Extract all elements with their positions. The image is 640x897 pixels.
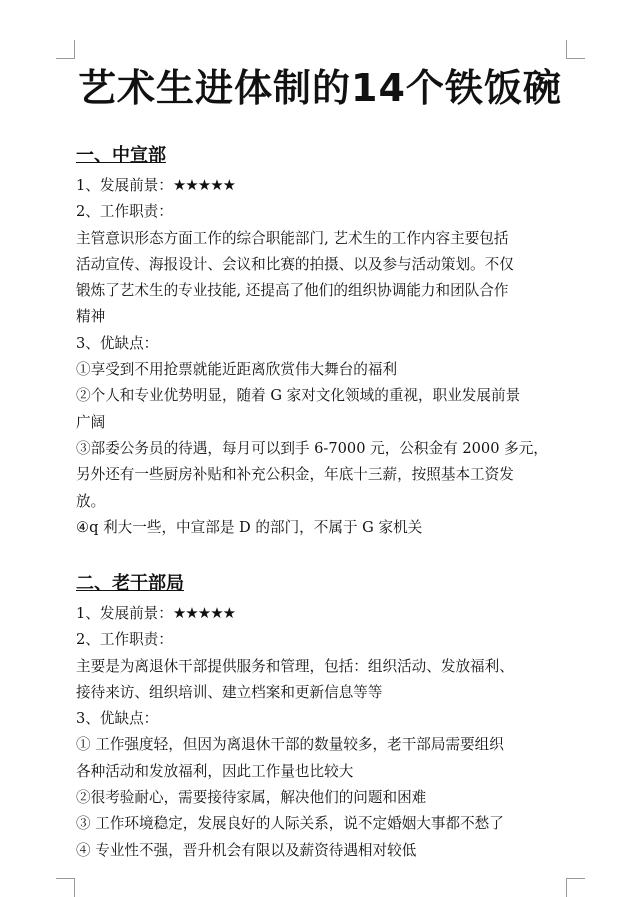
prospect-label: 1、发展前景： (76, 605, 173, 622)
duties-text-line: 接待来访、组织培训、建立档案和更新信息等等 (76, 683, 383, 701)
pros-cons-line: 各种活动和发放福利，因此工作量也比较大 (76, 762, 354, 780)
section-zhongxuanbu (76, 142, 576, 541)
section-heading: 二、老干部局 (76, 573, 184, 594)
prospect-stars-rating: ★★★★★ (172, 604, 236, 622)
pros-cons-line: ②很考验耐心，需要接待家属，解决他们的问题和困难 (76, 789, 427, 807)
prospect-line (76, 172, 576, 199)
pros-cons-line: 放。 (76, 492, 106, 510)
pros-cons-line: 另外还有一些厨房补贴和补充公积金，年底十三薪，按照基本工资发 (76, 466, 514, 484)
duties-text-line: 主管意识形态方面工作的综合职能部门, 艺术生的工作内容主要包括 (76, 229, 509, 247)
page-corner-mark-top-left (56, 40, 75, 59)
duties-label: 2、工作职责： (76, 631, 173, 649)
pros-cons-line: ④q 利大一些，中宣部是 D 的部门，不属于 G 家机关 (76, 518, 423, 536)
pros-cons-line: ③部委公务员的待遇，每月可以到手 6-7000 元，公积金有 2000 多元， (76, 439, 548, 457)
duties-text-line: 主要是为离退休干部提供服务和管理，包括：组织活动、发放福利、 (76, 657, 514, 675)
pros-cons-line: ④ 专业性不强，晋升机会有限以及薪资待遇相对较低 (76, 841, 417, 859)
pros-cons-line: ①享受到不用抢票就能近距离欣赏伟大舞台的福利 (76, 361, 398, 379)
pros-cons-line: ① 工作强度轻，但因为离退休干部的数量较多，老干部局需要组织 (76, 736, 504, 754)
duties-label: 2、工作职责： (76, 203, 173, 221)
duties-text-line: 活动宣传、海报设计、会议和比赛的拍摄、以及参与活动策划。不仅 (76, 255, 514, 273)
section-heading: 一、中宣部 (76, 145, 166, 166)
duties-text-line: 精神 (76, 308, 106, 326)
pros-cons-label: 3、优缺点： (76, 334, 159, 352)
page-corner-mark-bottom-right (566, 878, 585, 897)
prospect-label: 1、发展前景： (76, 177, 173, 194)
pros-cons-line: ②个人和专业优势明显，随着 G 家对文化领域的重视，职业发展前景 (76, 387, 521, 405)
prospect-line (76, 600, 576, 627)
prospect-stars-rating: ★★★★★ (172, 176, 236, 194)
pros-cons-label: 3、优缺点： (76, 710, 159, 728)
page-corner-mark-top-right (566, 40, 585, 59)
pros-cons-line: ③ 工作环境稳定，发展良好的人际关系，说不定婚姻大事都不愁了 (76, 815, 504, 833)
section-laoganbuju (76, 570, 576, 864)
page-title: 艺术生进体制的14个铁饭碗 (78, 66, 562, 110)
pros-cons-line: 广阔 (76, 413, 106, 431)
duties-text-line: 锻炼了艺术生的专业技能, 还提高了他们的组织协调能力和团队合作 (76, 282, 509, 300)
page-corner-mark-bottom-left (56, 878, 75, 897)
